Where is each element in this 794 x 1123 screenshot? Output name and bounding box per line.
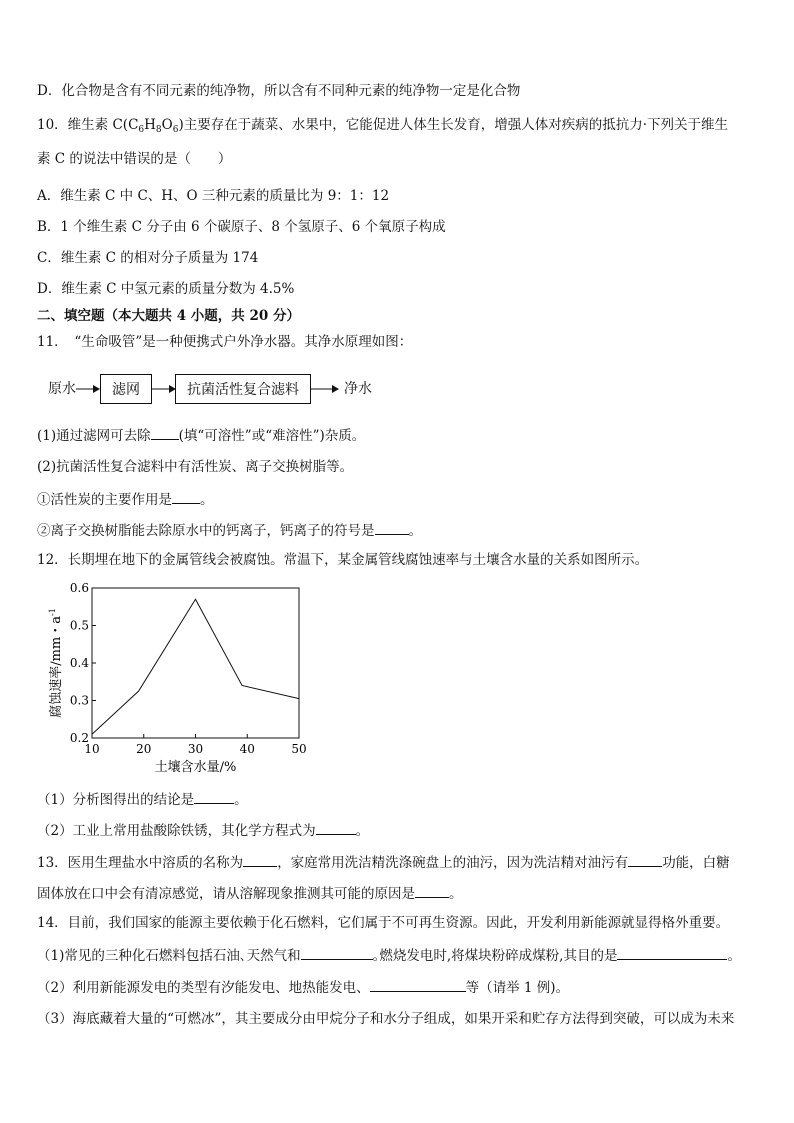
q14-part-3: （3）海底藏着大量的“可燃冰”，其主要成分由甲烷分子和水分子组成，如果开采和贮存方法得到突破，可以成为未来 xyxy=(37,1011,735,1027)
x-tick-label: 40 xyxy=(239,742,255,756)
question-13-cont: 固体放在口中会有清凉感觉，请从溶解现象推测其可能的原因是 。 xyxy=(37,886,463,902)
y-tick-label: 0.4 xyxy=(69,656,89,670)
arrow-right-icon xyxy=(76,380,100,398)
answer-blank xyxy=(628,853,662,867)
question-11: 11． “生命吸管”是一种便携式户外净水器。其净水原理如图： xyxy=(37,334,413,350)
answer-blank xyxy=(172,490,200,504)
x-tick-label: 20 xyxy=(136,742,152,756)
q11-part-2: (2)抗菌活性复合滤料中有活性炭、离子交换树脂等。 xyxy=(37,459,354,475)
arrow-right-icon xyxy=(152,380,176,398)
q12-part-1: （1）分析图得出的结论是 。 xyxy=(37,792,248,808)
answer-blank xyxy=(375,521,409,535)
question-13: 13．医用生理盐水中溶质的名称为 ，家庭常用洗洁精洗涤碗盘上的油污，因为洗洁精对油污有 功能，白糖 xyxy=(37,855,730,871)
plot-frame xyxy=(92,588,299,738)
q10-option-c: C．维生素 C 的相对分子质量为 174 xyxy=(37,250,259,266)
answer-blank xyxy=(243,853,277,867)
corrosion-rate-chart xyxy=(40,580,320,780)
answer-blank xyxy=(370,978,466,992)
answer-blank xyxy=(151,426,179,440)
flow-output: 净水 xyxy=(344,381,372,397)
q11-part-1: (1)通过滤网可去除 (填“可溶性”或“难溶性”)杂质。 xyxy=(37,428,366,444)
y-tick-label: 0.2 xyxy=(69,731,89,745)
q11-part-2b: ②离子交换树脂能去除原水中的钙离子，钙离子的符号是 。 xyxy=(37,523,422,539)
section-heading: 二、填空题（本大题共 4 小题，共 20 分） xyxy=(37,308,300,324)
q11-part-2a: ①活性炭的主要作用是 。 xyxy=(37,492,214,508)
question-12: 12．长期埋在地下的金属管线会被腐蚀。常温下，某金属管线腐蚀速率与土壤含水量的关系如图所示。 xyxy=(37,552,649,568)
q14-part-2: （2）利用新能源发电的类型有汐能发电、地热能发电、 等（请举 1 例)。 xyxy=(37,980,570,996)
answer-blank xyxy=(415,884,449,898)
question-14: 14．目前，我们国家的能源主要依赖于化石燃料，它们属于不可再生资源。因此，开发利用新能源就显得格外重要。 xyxy=(37,915,730,931)
question-10: 10．维生素 $C(C_6H_8O_6)$主要存在于蔬菜、水果中，它能促进人体生长发育，增强人体对疾病的抵抗力·下列关于维生 xyxy=(37,117,729,135)
q10-option-b: B．1 个维生素 C 分子由 6 个碳原子、8 个氢原子、6 个氧原子构成 xyxy=(37,219,446,235)
y-tick-label: 0.6 xyxy=(69,581,89,595)
x-tick-label: 50 xyxy=(291,742,307,756)
answer-blank xyxy=(316,821,356,835)
q10-option-d: D．维生素 C 中氢元素的质量分数为 4.5% xyxy=(37,281,295,297)
y-axis-label: 腐蚀速率/mm・$a^{-1}$ xyxy=(48,608,64,718)
flow-step-composite: 抗菌活性复合滤料 xyxy=(175,374,311,404)
y-tick-label: 0.5 xyxy=(69,618,89,633)
q10-option-a: A．维生素 C 中 C、H、O 三种元素的质量比为 9：1：12 xyxy=(37,188,390,204)
y-tick-label: 0.3 xyxy=(69,693,89,708)
q14-part-1: （1)常见的三种化石燃料包括石油､天然气和 ｡燃烧发电时,将煤块粉碎成煤粉,其目的是 。 xyxy=(37,948,741,964)
q12-part-2: （2）工业上常用盐酸除铁锈，其化学方程式为 。 xyxy=(37,823,370,839)
series-line xyxy=(92,599,299,734)
arrow-right-icon xyxy=(311,380,339,398)
answer-blank xyxy=(301,946,373,960)
flow-input: 原水 xyxy=(48,381,76,397)
x-tick-label: 10 xyxy=(84,742,100,756)
option-d-prev: D．化合物是含有不同元素的纯净物，所以含有不同种元素的纯净物一定是化合物 xyxy=(37,83,521,99)
x-tick-label: 30 xyxy=(187,742,204,756)
answer-blank xyxy=(194,790,234,804)
x-axis-label: 土壤含水量/% xyxy=(154,760,237,775)
answer-blank xyxy=(617,946,727,960)
question-10-cont: 素 C 的说法中错误的是（ ） xyxy=(37,151,232,167)
flow-step-filter: 滤网 xyxy=(100,374,152,404)
